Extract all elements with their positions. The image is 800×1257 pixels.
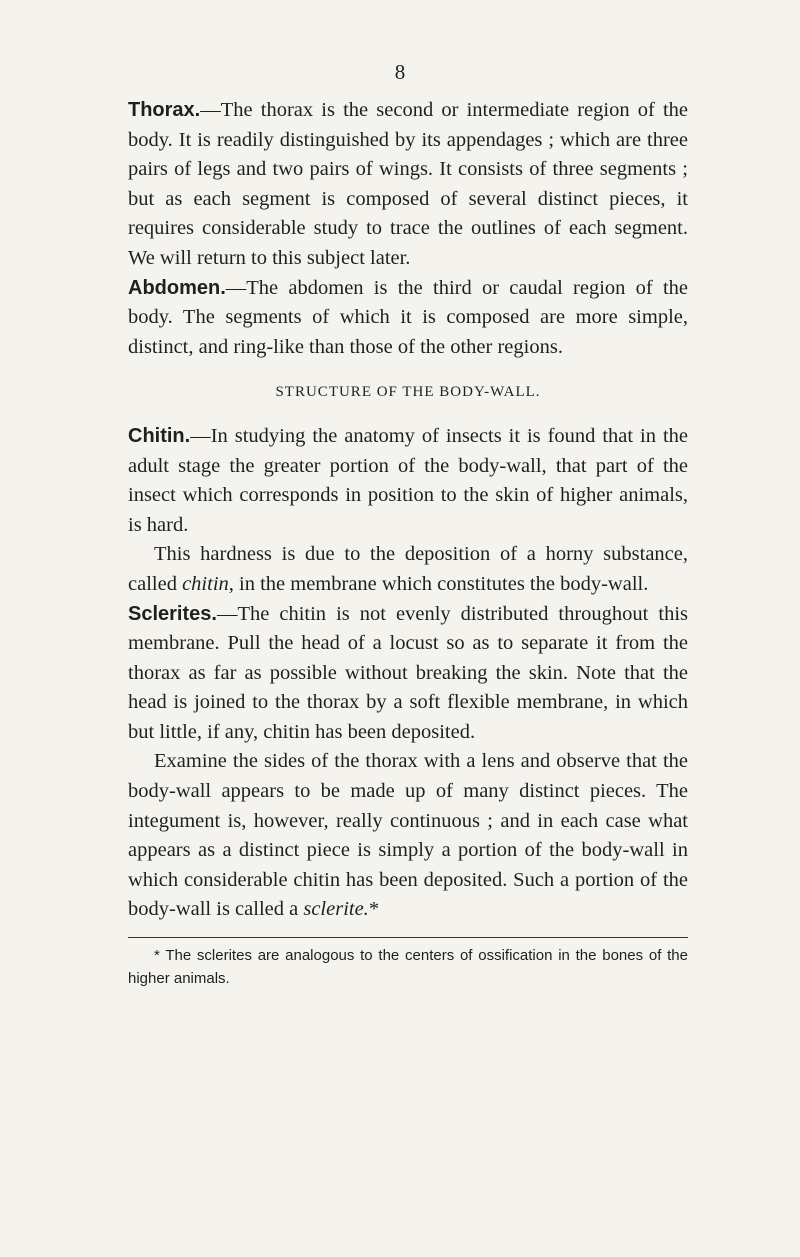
thorax-text: —The thorax is the second or intermediate region of the body. It is readily distinguished by its appendages ; which are three pairs of legs and two pairs of wings. It consists of three segments ; but as each segment is composed of several distinct pieces, it requires considerable study to trace the outlines of each segment. We will return to this subject later. bbox=[128, 99, 688, 269]
sclerite-term: sclerite. bbox=[303, 898, 369, 921]
paragraph-sclerites bbox=[128, 600, 688, 748]
body-text bbox=[128, 96, 688, 990]
paragraph-thorax bbox=[128, 96, 688, 274]
paragraph-chitin-deposition bbox=[128, 540, 688, 599]
footnote-text: * The sclerites are analogous to the centers of ossification in the bones of the higher animals. bbox=[128, 947, 688, 988]
chitin-text: —In studying the anatomy of insects it is found that in the adult stage the greater portion of the body-wall, that part of the insect which corresponds in position to the skin of higher animals, is hard. bbox=[128, 424, 688, 536]
run-in-heading-chitin: Chitin. bbox=[128, 424, 191, 447]
footnote bbox=[128, 944, 688, 990]
chitin-term: chitin bbox=[182, 572, 229, 595]
paragraph-sclerites-examine bbox=[128, 747, 688, 925]
run-in-heading-abdomen: Abdomen. bbox=[128, 276, 226, 299]
paragraph-chitin bbox=[128, 422, 688, 540]
run-in-heading-thorax: Thorax. bbox=[128, 99, 201, 121]
page-number: 8 bbox=[394, 60, 406, 84]
chitin-para2-before: This hardness is due to the deposition of a horny substance, called bbox=[128, 543, 688, 595]
footnote-mark: * bbox=[368, 898, 380, 921]
sclerites-para2-before: Examine the sides of the thorax with a lens and observe that the body-wall appears to be made up of many distinct pieces. The integument is, however, really continuous ; and in each case what appears as a distinct piece is simply a portion of the body-wall in which considerable chitin has been deposited. Such a portion of the body-wall is called a bbox=[128, 750, 688, 921]
run-in-heading-sclerites: Sclerites. bbox=[128, 602, 217, 625]
abdomen-text: —The abdomen is the third or caudal region of the body. The segments of which it is composed are more simple, distinct, and ring-like than those of the other regions. bbox=[128, 276, 688, 358]
section-heading: STRUCTURE OF THE BODY-WALL. bbox=[275, 384, 541, 401]
footnote-rule bbox=[128, 937, 688, 938]
chitin-para2-after: , in the membrane which constitutes the body-wall. bbox=[228, 572, 649, 595]
paragraph-abdomen bbox=[128, 274, 688, 363]
sclerites-text: —The chitin is not evenly distributed throughout this membrane. Pull the head of a locust so as to separate it from the thorax as far as possible without breaking the skin. Note that the head is joined to the thorax by a soft flexible membrane, in which but little, if any, chitin has been deposited. bbox=[128, 602, 688, 743]
